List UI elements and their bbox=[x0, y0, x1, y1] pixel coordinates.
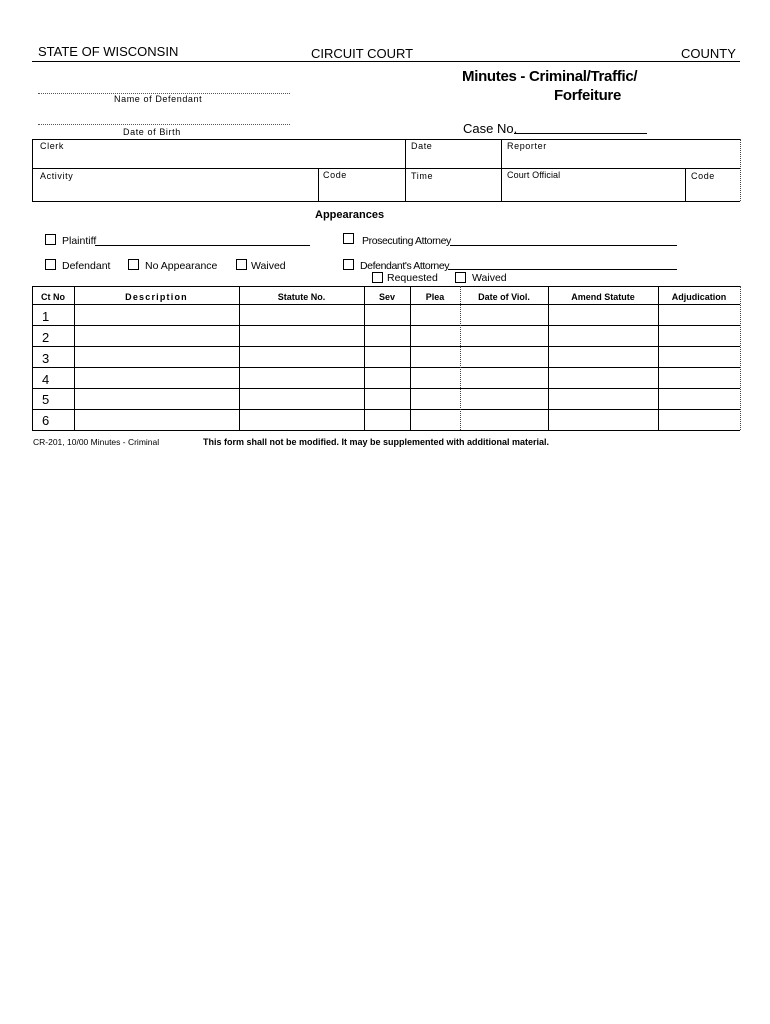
col-statute-no: Statute No. bbox=[277, 292, 326, 302]
plaintiff-field[interactable] bbox=[95, 245, 310, 246]
defendants-attorney-label: Defendant's Attorney bbox=[360, 260, 450, 272]
defendant-checkbox[interactable] bbox=[45, 259, 56, 270]
date-label: Date bbox=[411, 141, 433, 151]
form-id: CR-201, 10/00 Minutes - Criminal bbox=[33, 437, 160, 447]
defendants-attorney-field[interactable] bbox=[448, 269, 677, 270]
defendants-attorney-checkbox[interactable] bbox=[343, 259, 354, 270]
activity-label: Activity bbox=[40, 171, 74, 181]
col-sev: Sev bbox=[378, 292, 395, 302]
table-row: 5 bbox=[42, 392, 50, 407]
court-official-label: Court Official bbox=[507, 170, 561, 180]
attorney-requested-checkbox[interactable] bbox=[372, 272, 383, 283]
form-title-line2: Forfeiture bbox=[554, 87, 622, 104]
col-ct-no: Ct No bbox=[41, 292, 65, 302]
attorney-waived-label: Waived bbox=[472, 272, 507, 284]
appearances-heading: Appearances bbox=[315, 209, 385, 221]
state-label: STATE OF WISCONSIN bbox=[38, 44, 179, 59]
waived-checkbox[interactable] bbox=[236, 259, 247, 270]
form-title-line1: Minutes - Criminal/Traffic/ bbox=[462, 68, 638, 85]
attorney-requested-label: Requested bbox=[387, 272, 438, 284]
plaintiff-checkbox[interactable] bbox=[45, 234, 56, 245]
waived-label: Waived bbox=[251, 260, 286, 272]
table-row: 6 bbox=[42, 413, 50, 428]
plaintiff-label: Plaintiff bbox=[62, 235, 97, 247]
code-label: Code bbox=[323, 170, 347, 180]
table-row: 2 bbox=[42, 330, 50, 345]
form-notice: This form shall not be modified. It may be supplemented with additional material. bbox=[203, 437, 550, 447]
defendant-name-label: Name of Defendant bbox=[114, 94, 203, 104]
no-appearance-checkbox[interactable] bbox=[128, 259, 139, 270]
clerk-label: Clerk bbox=[40, 141, 65, 151]
time-label: Time bbox=[411, 171, 434, 181]
col-adjudication: Adjudication bbox=[671, 292, 727, 302]
attorney-waived-checkbox[interactable] bbox=[455, 272, 466, 283]
col-date-of-viol: Date of Viol. bbox=[478, 292, 530, 302]
code-label-2: Code bbox=[691, 171, 715, 181]
prosecuting-attorney-label: Prosecuting Attorney bbox=[362, 235, 451, 247]
table-row: 3 bbox=[42, 351, 50, 366]
prosecuting-attorney-field[interactable] bbox=[450, 245, 677, 246]
header-rule bbox=[32, 61, 740, 62]
court-label: CIRCUIT COURT bbox=[311, 46, 414, 61]
col-amend-statute: Amend Statute bbox=[571, 292, 635, 302]
defendant-label: Defendant bbox=[62, 260, 111, 272]
no-appearance-label: No Appearance bbox=[145, 260, 218, 272]
date-of-birth-field[interactable] bbox=[38, 124, 290, 125]
date-of-birth-label: Date of Birth bbox=[123, 127, 181, 137]
table-row: 1 bbox=[42, 309, 50, 324]
county-label: COUNTY bbox=[681, 46, 736, 61]
case-number-label: Case No. bbox=[463, 121, 518, 136]
prosecuting-attorney-checkbox[interactable] bbox=[343, 233, 354, 244]
reporter-label: Reporter bbox=[507, 141, 547, 151]
table-row: 4 bbox=[42, 372, 50, 387]
case-number-field[interactable] bbox=[514, 133, 647, 134]
col-plea: Plea bbox=[425, 292, 445, 302]
col-description: Description bbox=[125, 292, 188, 302]
